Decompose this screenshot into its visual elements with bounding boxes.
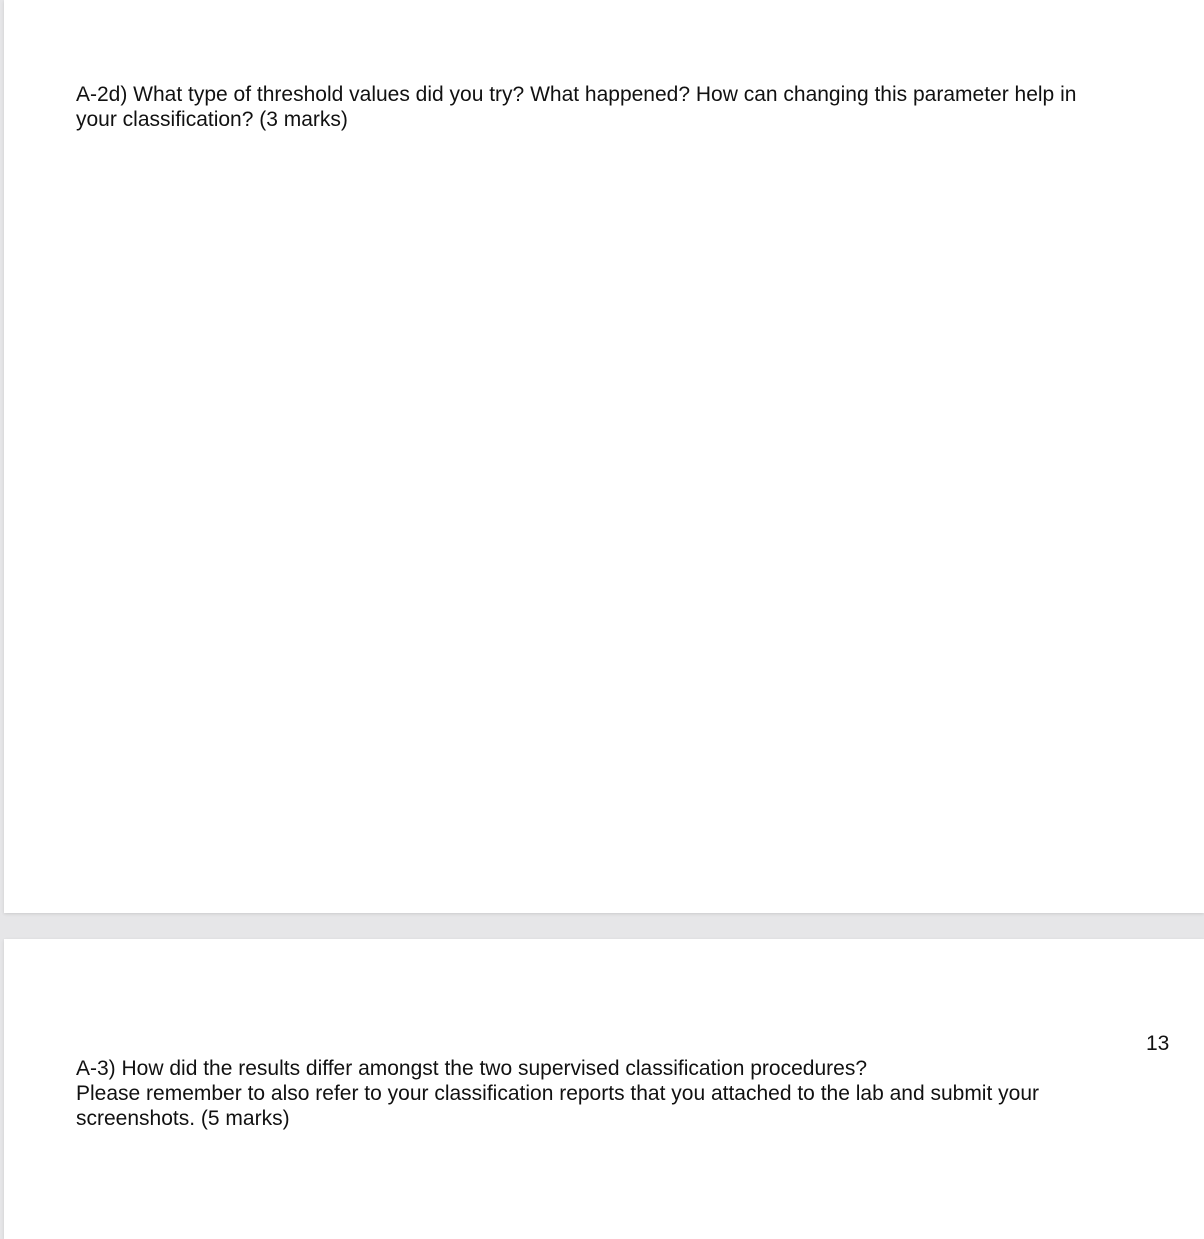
question-line: Please remember to also refer to your classification reports that you attached to the lab and submit your bbox=[76, 1082, 1039, 1105]
question-line: A-3) How did the results differ amongst the two supervised classification procedures? bbox=[76, 1057, 867, 1080]
question-a-2d bbox=[76, 82, 1156, 132]
question-a-3 bbox=[76, 1056, 1156, 1131]
document-page bbox=[4, 939, 1204, 1239]
question-line: A-2d) What type of threshold values did you try? What happened? How can changing this parameter help in bbox=[76, 83, 1077, 106]
question-line: your classification? (3 marks) bbox=[76, 108, 348, 131]
question-line: screenshots. (5 marks) bbox=[76, 1107, 290, 1130]
document-page bbox=[4, 0, 1204, 913]
page-number: 13 bbox=[1146, 1032, 1170, 1055]
